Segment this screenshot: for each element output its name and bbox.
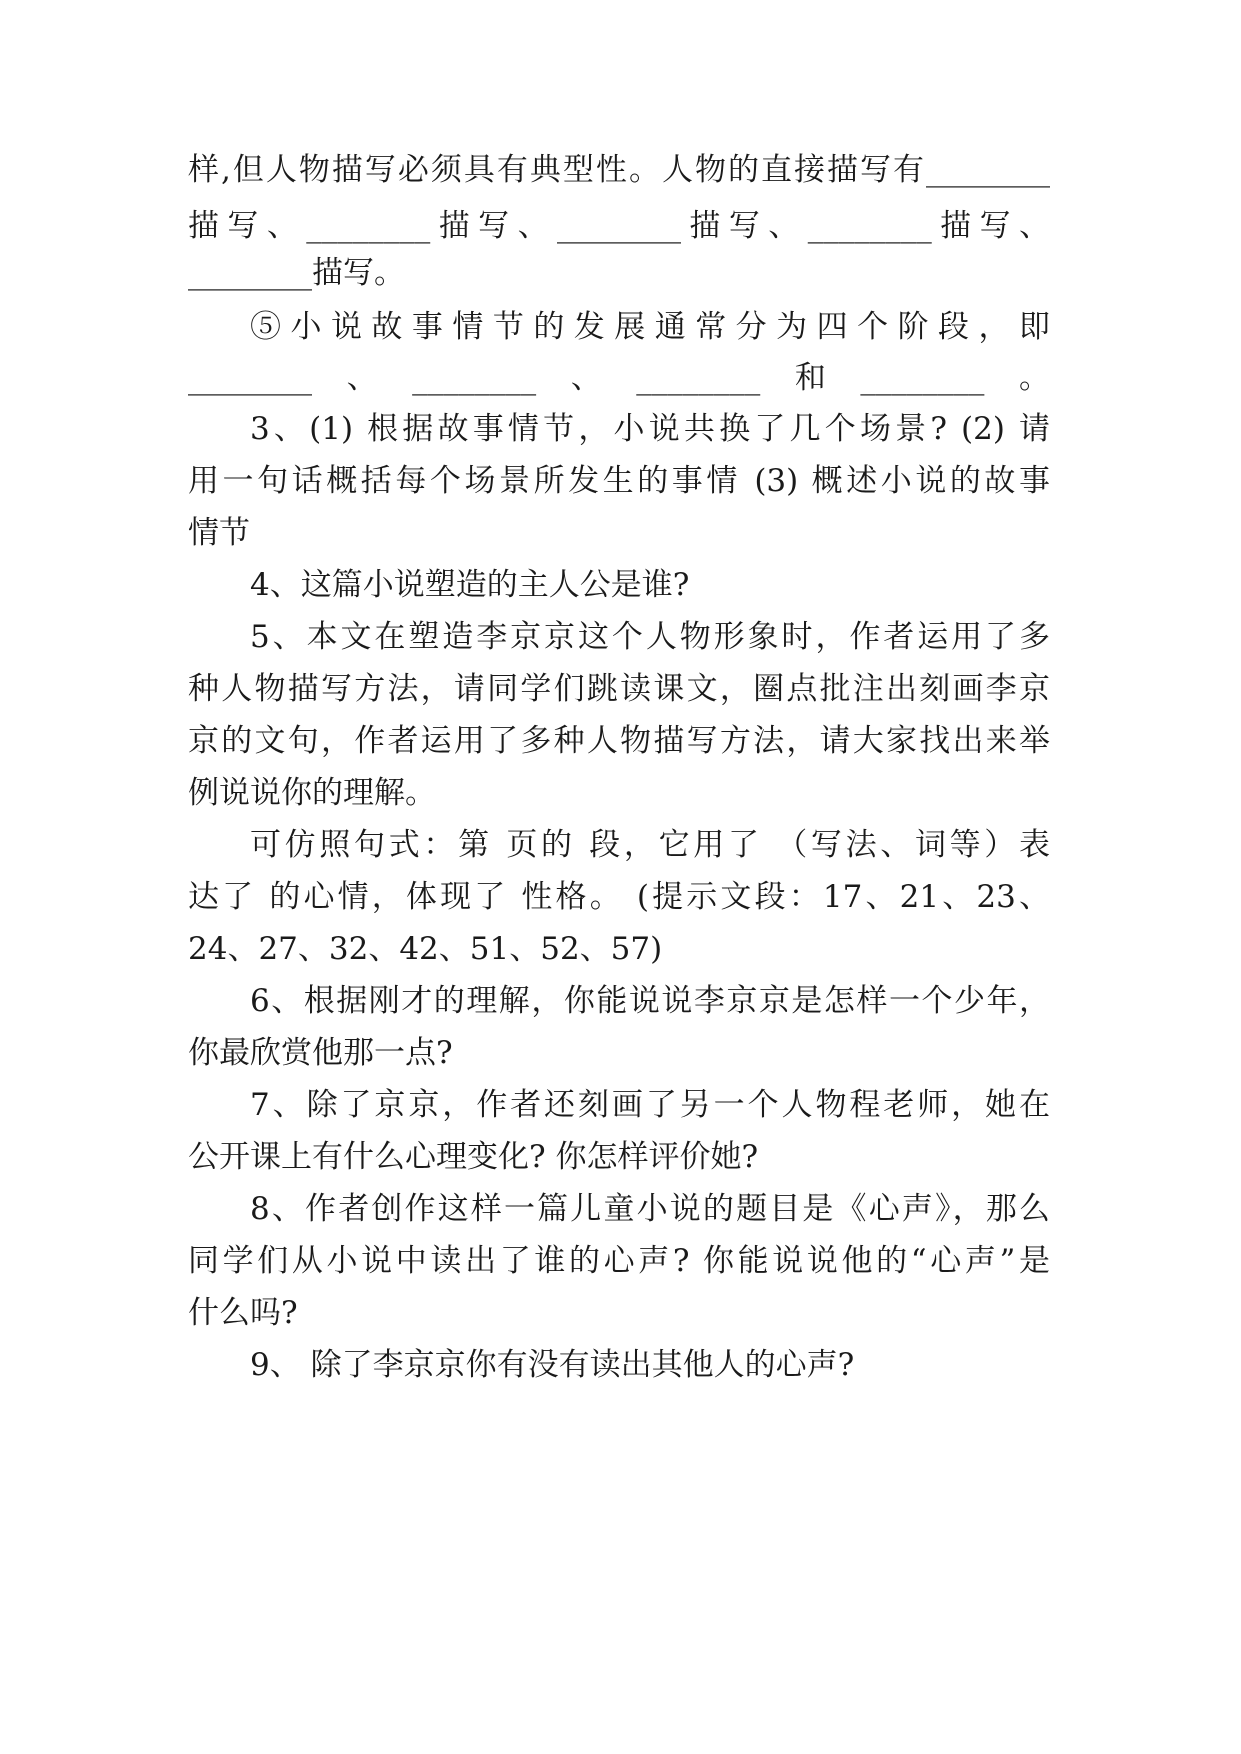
sentence-pattern-line-1: 可仿照句式：第 页的 段，它用了 （写法、词等）表 (250, 827, 1050, 863)
text-line-1: 样,但人物描写必须具有典型性。人物的直接描写有________ (188, 152, 1050, 188)
sentence-pattern-line-2: 达了 的心情，体现了 性格。 (提示文段：17、21、23、 (188, 879, 1050, 915)
text-line-5: ________、________、________和________。 (188, 360, 1050, 396)
sentence-pattern-line-3: 24、27、32、42、51、52、57) (188, 931, 663, 967)
question-5-line-2: 种人物描写方法，请同学们跳读课文，圈点批注出刻画李京 (188, 671, 1050, 707)
question-8-line-3: 什么吗? (188, 1295, 298, 1331)
question-3-line-3: 情节 (188, 515, 250, 551)
question-8-line-2: 同学们从小说中读出了谁的心声? 你能说说他的“心声”是 (188, 1243, 1050, 1279)
text-line-2: 描写、________描写、________描写、________描写、 (188, 208, 1050, 244)
question-3-line-1: 3、(1) 根据故事情节，小说共换了几个场景? (2) 请 (250, 411, 1050, 447)
text-line-3: ________描写。 (188, 255, 405, 291)
question-3-line-2: 用一句话概括每个场景所发生的事情 (3) 概述小说的故事 (188, 463, 1050, 499)
question-6-line-2: 你最欣赏他那一点? (188, 1035, 453, 1071)
question-5-line-1: 5、本文在塑造李京京这个人物形象时，作者运用了多 (250, 619, 1050, 655)
question-8-line-1: 8、作者创作这样一篇儿童小说的题目是《心声》，那么 (250, 1191, 1050, 1227)
question-9: 9、 除了李京京你有没有读出其他人的心声? (250, 1347, 855, 1383)
question-7-line-2: 公开课上有什么心理变化? 你怎样评价她? (188, 1139, 759, 1175)
question-6-line-1: 6、根据刚才的理解，你能说说李京京是怎样一个少年， (250, 983, 1050, 1019)
question-5-line-4: 例说说你的理解。 (188, 775, 436, 811)
question-7-line-1: 7、除了京京，作者还刻画了另一个人物程老师，她在 (250, 1087, 1050, 1123)
text-line-4: ⑤小说故事情节的发展通常分为四个阶段，即 (250, 309, 1050, 345)
question-4: 4、这篇小说塑造的主人公是谁? (250, 567, 690, 603)
question-5-line-3: 京的文句，作者运用了多种人物描写方法，请大家找出来举 (188, 723, 1050, 759)
